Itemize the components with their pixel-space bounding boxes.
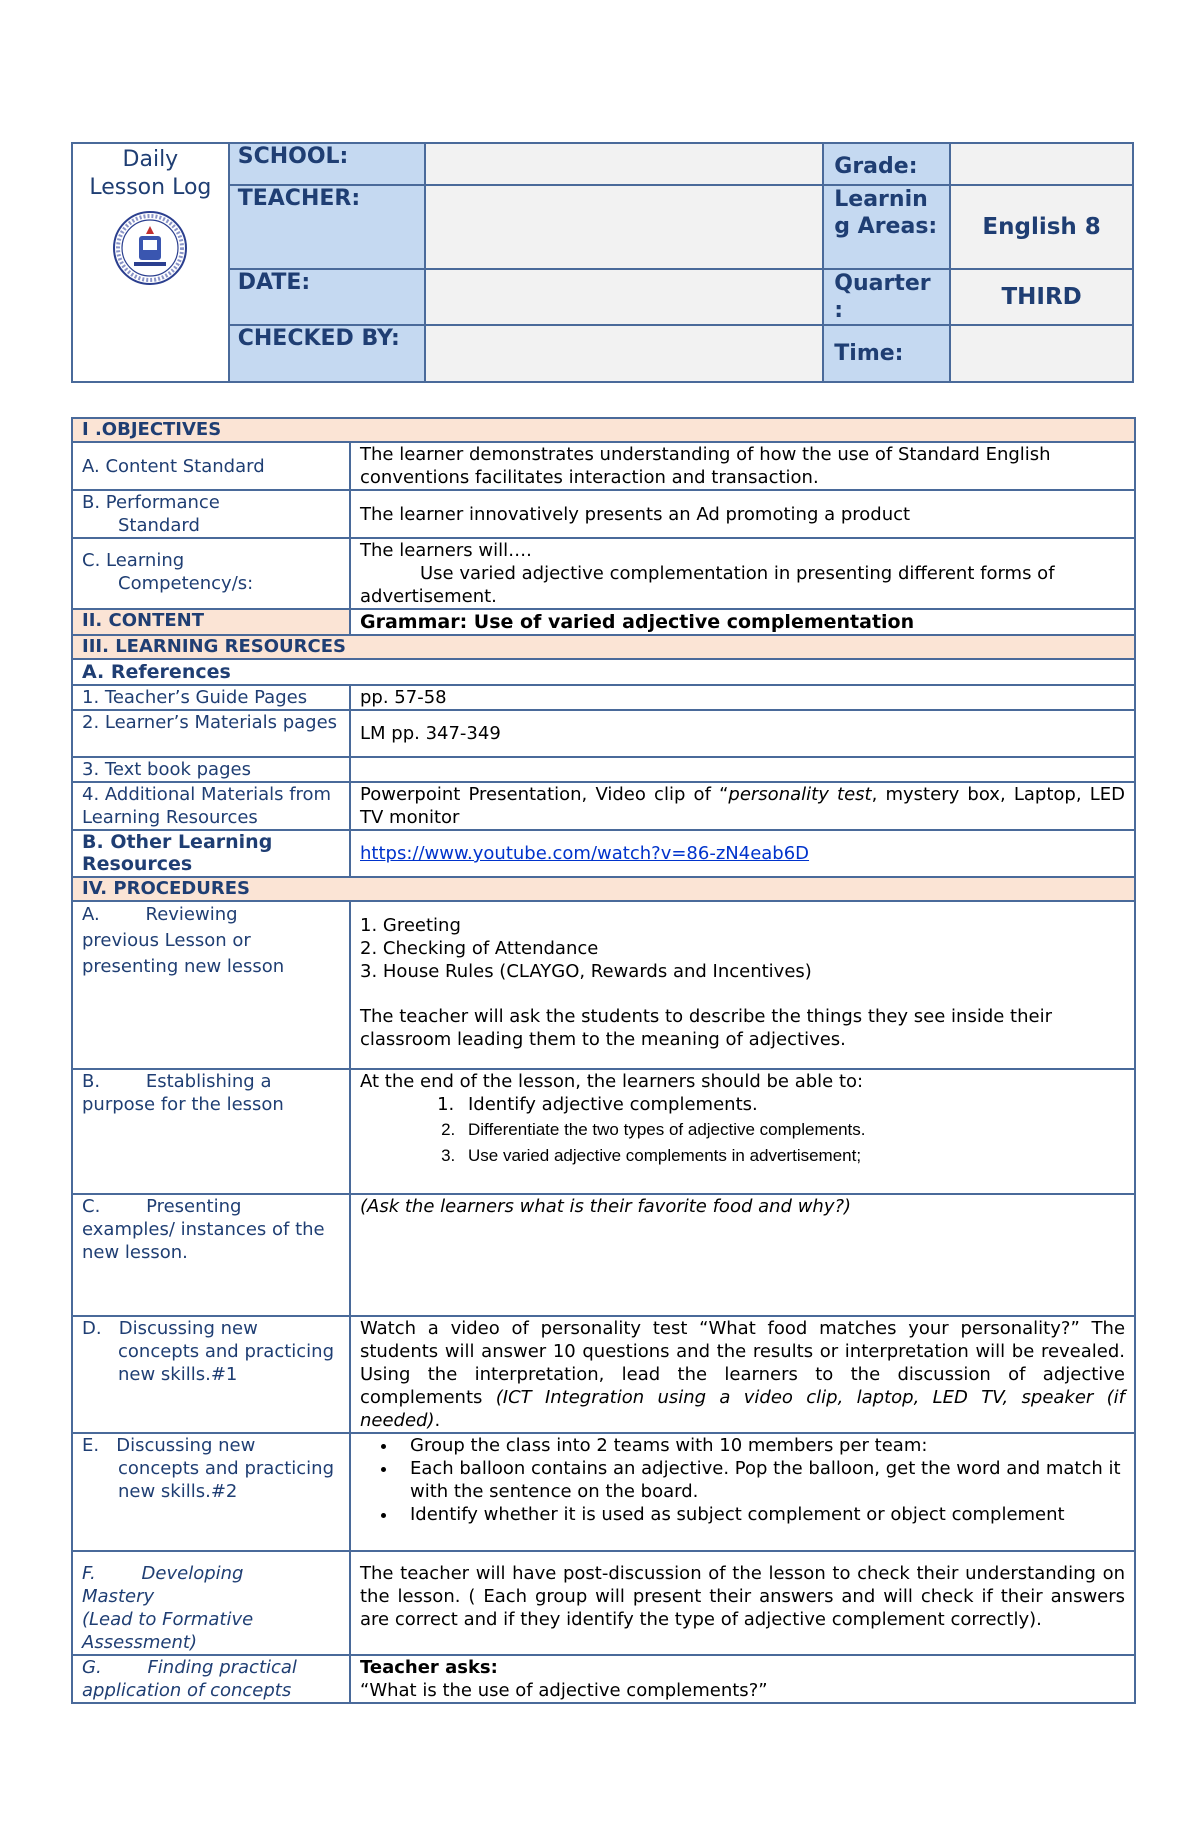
time-label: Time: <box>823 325 950 382</box>
procedure-d-label <box>72 1316 350 1433</box>
learning-areas-label <box>823 185 950 269</box>
quarter-label: Quarter : <box>823 269 950 325</box>
procedure-e-content <box>350 1433 1135 1551</box>
table-row <box>72 710 1135 757</box>
teacher-value[interactable] <box>425 185 824 269</box>
procedure-d-text-2: . <box>434 1410 441 1431</box>
table-row <box>72 659 1135 685</box>
teacher-label: TEACHER: <box>229 185 425 269</box>
logo-title-line2: Lesson Log <box>89 175 212 200</box>
procedure-c-label <box>72 1194 350 1316</box>
logo-title-line1: Daily <box>122 147 179 172</box>
competency-intro: The learners will…. <box>360 540 532 561</box>
content-standard-label: A. Content Standard <box>72 442 350 490</box>
procedure-f-label-line1: F. Developing <box>82 1563 244 1584</box>
deped-seal-icon <box>112 210 188 286</box>
list-item: 1. Identify adjective complements. <box>460 1093 1125 1116</box>
procedure-e-list <box>360 1434 1125 1526</box>
procedure-g-label-line1: G. Finding practical <box>82 1657 297 1678</box>
procedure-d-label-line1: D. Discussing new <box>82 1318 258 1339</box>
procedure-g-label <box>72 1655 350 1703</box>
textbook-value <box>350 757 1135 782</box>
lesson-table <box>71 417 1136 1704</box>
performance-standard-label <box>72 490 350 538</box>
procedure-b-content <box>350 1069 1135 1194</box>
references-heading: A. References <box>72 659 1135 685</box>
procedure-e-label-line2: concepts and practicing new skills.#2 <box>118 1458 334 1502</box>
procedure-a-label <box>72 901 350 1069</box>
competency-text <box>350 538 1135 609</box>
date-label: DATE: <box>229 269 425 325</box>
date-value[interactable] <box>425 269 824 325</box>
table-row <box>72 782 1135 830</box>
procedure-f-text: The teacher will have post-discussion of the lesson to check their understanding on the lesson. ( Each group will present their answers and will check if their answers are correct and if they identify the type of adjective complement correctly). <box>350 1551 1135 1655</box>
checked-by-label: CHECKED BY: <box>229 325 425 382</box>
procedure-f-label-line3: (Lead to Formative Assessment) <box>82 1609 254 1653</box>
procedure-b-label-line1: B. Establishing a <box>82 1071 272 1092</box>
procedure-g-content <box>350 1655 1135 1703</box>
performance-label-line2: Standard <box>118 515 200 536</box>
school-label: SCHOOL: <box>229 143 425 185</box>
performance-label-line1: B. Performance <box>82 492 220 513</box>
procedure-a-content <box>350 901 1135 1069</box>
table-row <box>72 757 1135 782</box>
tg-value: pp. 57-58 <box>350 685 1135 710</box>
procedure-f-label-line2: Mastery <box>82 1586 155 1607</box>
procedure-b-list <box>360 1093 1125 1169</box>
tg-label: 1. Teacher’s Guide Pages <box>72 685 350 710</box>
table-row <box>72 1551 1135 1655</box>
procedure-c-label-line2: examples/ instances of the new lesson. <box>82 1219 325 1263</box>
content-value: Grammar: Use of varied adjective complementation <box>350 609 1135 635</box>
procedure-a-label-line2: previous Lesson or presenting new lesson <box>82 930 285 977</box>
other-resources-label: B. Other Learning Resources <box>72 830 350 877</box>
table-row <box>72 490 1135 538</box>
grade-label: Grade: <box>823 143 950 185</box>
competency-label-line2: Competency/s: <box>118 573 254 594</box>
procedure-a-item: 3. House Rules (CLAYGO, Rewards and Incentives) <box>360 961 812 982</box>
lm-label: 2. Learner’s Materials pages <box>72 710 350 757</box>
additional-materials-value <box>350 782 1135 830</box>
school-value[interactable] <box>425 143 824 185</box>
objectives-heading: I .OBJECTIVES <box>72 418 1135 442</box>
procedure-c-text: (Ask the learners what is their favorite food and why?) <box>350 1194 1135 1316</box>
procedure-a-label-line1: A. Reviewing <box>82 904 238 925</box>
additional-text-1: Powerpoint Presentation, Video clip of “ <box>360 784 729 805</box>
textbook-label: 3. Text book pages <box>72 757 350 782</box>
section-row <box>72 418 1135 442</box>
time-value[interactable] <box>950 325 1133 382</box>
procedure-d-text-1: Watch a video of personality test “What food matches your personality?” The students will answer 10 questions and the results or interpretation will be revealed. Using the interpretation, lead the learners to the discussion of adjective complements <box>360 1318 1126 1408</box>
additional-text-2: , mystery box, Laptop, LED TV monitor <box>360 784 1125 828</box>
learning-area-value: English 8 <box>950 185 1133 269</box>
procedure-b-intro: At the end of the lesson, the learners should be able to: <box>360 1071 864 1092</box>
procedure-f-label <box>72 1551 350 1655</box>
procedures-heading: IV. PROCEDURES <box>72 877 1135 901</box>
competency-label-line1: C. Learning <box>82 550 185 571</box>
procedure-a-item: 2. Checking of Attendance <box>360 938 599 959</box>
procedure-b-label-line2: purpose for the lesson <box>82 1094 284 1115</box>
procedure-d-label-line2: concepts and practicing new skills.#1 <box>118 1341 334 1385</box>
content-label: II. CONTENT <box>72 609 350 635</box>
procedure-b-label <box>72 1069 350 1194</box>
procedure-c-label-line1: C. Presenting <box>82 1196 242 1217</box>
table-row <box>72 1069 1135 1194</box>
table-row <box>72 830 1135 877</box>
list-item: • Group the class into 2 teams with 10 members per team: <box>398 1434 1125 1457</box>
procedure-g-label-line2: application of concepts <box>82 1680 292 1701</box>
logo-cell <box>72 143 229 382</box>
table-row <box>72 609 1135 635</box>
procedure-g-text: “What is the use of adjective complements?” <box>360 1680 768 1701</box>
section-row <box>72 635 1135 659</box>
table-row <box>72 442 1135 490</box>
table-row <box>72 685 1135 710</box>
table-row <box>72 1194 1135 1316</box>
resources-heading: III. LEARNING RESOURCES <box>72 635 1135 659</box>
content-standard-text: The learner demonstrates understanding of how the use of Standard English conventions facilitates interaction and transaction. <box>350 442 1135 490</box>
table-row <box>72 1316 1135 1433</box>
grade-value[interactable] <box>950 143 1133 185</box>
procedure-e-label <box>72 1433 350 1551</box>
procedure-a-item: 1. Greeting <box>360 915 461 936</box>
table-row <box>72 538 1135 609</box>
list-item: 2. Differentiate the two types of adjective complements. <box>460 1116 1125 1143</box>
checked-by-value[interactable] <box>425 325 824 382</box>
table-row <box>72 901 1135 1069</box>
competency-label <box>72 538 350 609</box>
youtube-link[interactable]: https://www.youtube.com/watch?v=86-zN4eab6D <box>360 843 810 864</box>
lm-value: LM pp. 347-349 <box>350 710 1135 757</box>
procedure-e-label-line1: E. Discussing new <box>82 1435 256 1456</box>
table-row <box>72 1655 1135 1703</box>
other-resources-value <box>350 830 1135 877</box>
procedure-d-text-italic: (ICT Integration using a video clip, laptop, LED TV, speaker (if needed) <box>360 1387 1126 1431</box>
performance-standard-text: The learner innovatively presents an Ad promoting a product <box>350 490 1135 538</box>
procedure-d-text <box>350 1316 1135 1433</box>
procedure-g-title: Teacher asks: <box>360 1657 498 1678</box>
learning-areas-text: Learnin g Areas: <box>834 187 938 239</box>
procedure-a-text: The teacher will ask the students to describe the things they see inside their classroom leading them to the meaning of adjectives. <box>360 1006 1052 1050</box>
list-item: 3. Use varied adjective complements in advertisement; <box>460 1143 1125 1169</box>
additional-text-italic: personality test <box>728 784 872 805</box>
list-item: • Identify whether it is used as subject complement or object complement <box>398 1503 1125 1526</box>
quarter-value: THIRD <box>950 269 1133 325</box>
section-row <box>72 877 1135 901</box>
list-item: • Each balloon contains an adjective. Pop the balloon, get the word and match it with the sentence on the board. <box>398 1457 1125 1503</box>
table-row <box>72 1433 1135 1551</box>
header-table <box>71 142 1134 383</box>
additional-materials-label: 4. Additional Materials from Learning Resources <box>72 782 350 830</box>
competency-body: Use varied adjective complementation in presenting different forms of advertisement. <box>360 563 1055 607</box>
